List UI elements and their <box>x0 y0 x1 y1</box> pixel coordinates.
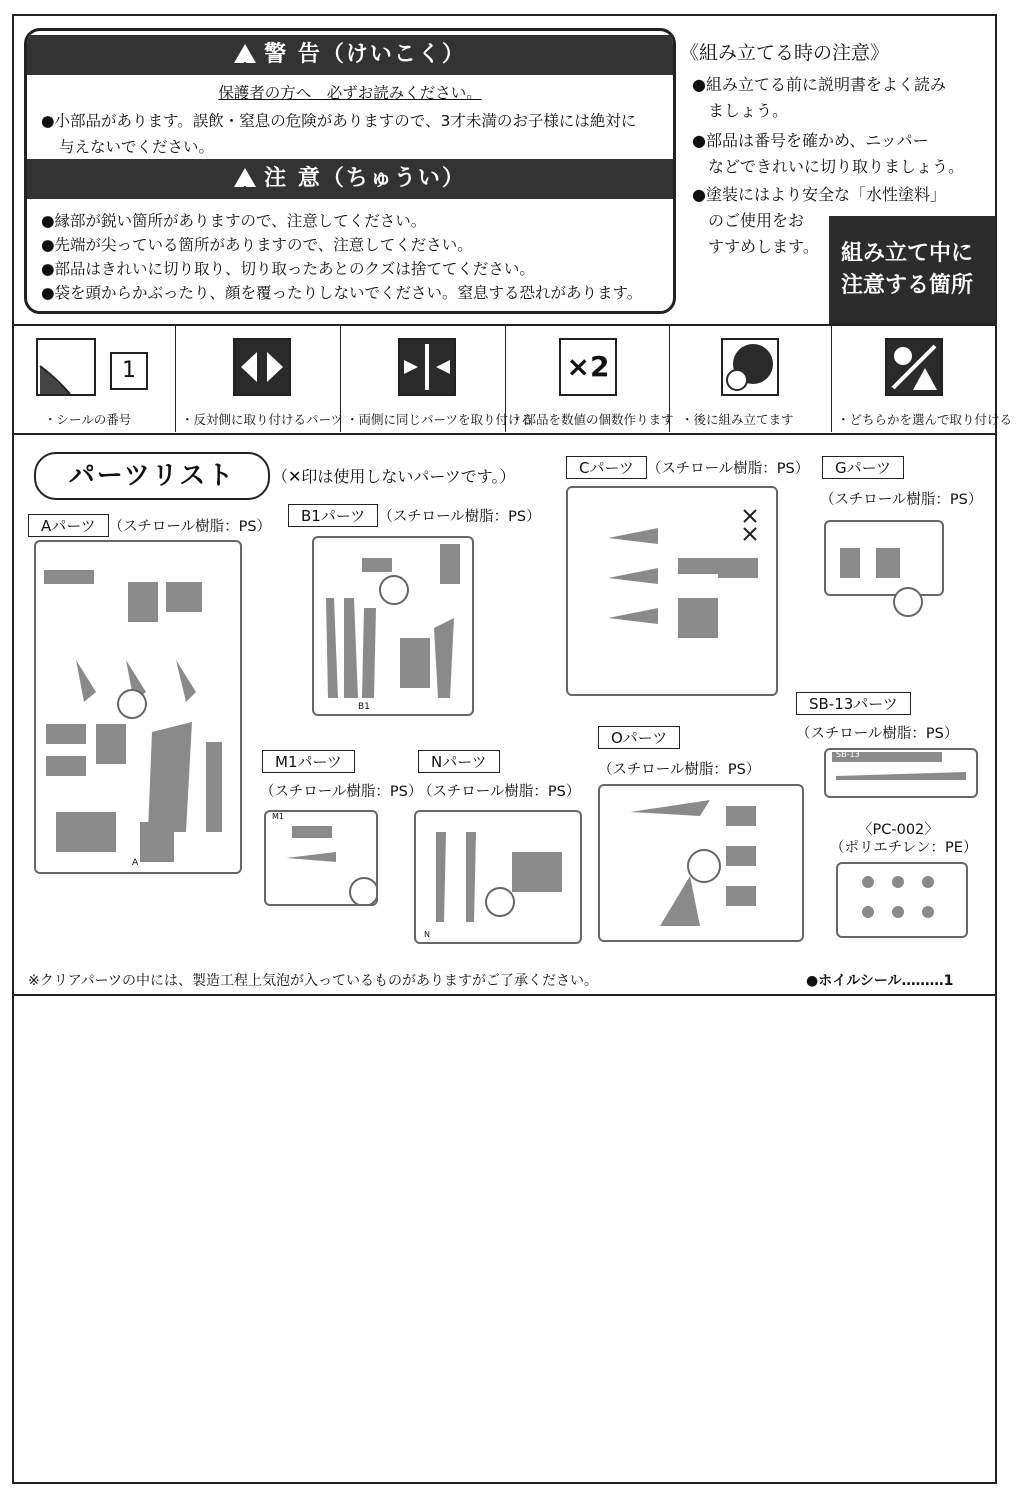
caution-triangle-icon <box>234 168 256 187</box>
runner-b1-drawing <box>314 538 472 714</box>
runner-c-sprue <box>566 486 778 696</box>
runner-o-material: （スチロール樹脂：PS） <box>598 762 761 778</box>
divider <box>175 326 176 432</box>
legend-quantity <box>507 328 674 432</box>
runner-n-drawing <box>416 812 580 942</box>
runner-c-label <box>566 456 809 479</box>
legend-choose-one <box>833 328 1013 432</box>
runner-name: Gパーツ <box>822 456 904 479</box>
caution-header <box>27 159 673 199</box>
runner-name: Oパーツ <box>598 726 680 749</box>
runner-pc002-material: （ポリエチレン：PE） <box>830 840 978 856</box>
opposite-side-icon <box>233 338 291 396</box>
legend-opposite-side <box>177 328 344 432</box>
runner-n-sprue <box>414 810 582 944</box>
tips-line: ましょう。 <box>692 101 789 120</box>
warning-title: 警 告（けいこく） <box>264 42 466 67</box>
divider <box>340 326 341 432</box>
seal-sticker-icon <box>36 338 96 396</box>
divider <box>12 994 997 996</box>
runner-material: （スチロール樹脂：PS） <box>108 519 272 535</box>
runner-a-sprue <box>34 540 242 874</box>
runner-name: B1パーツ <box>288 504 378 527</box>
runner-name: SB-13パーツ <box>796 692 911 715</box>
assemble-later-icon <box>721 338 779 396</box>
seal-number-box: 1 <box>110 352 148 390</box>
assembly-caution-box <box>829 216 995 324</box>
legend-caption: ・後に組み立てます <box>681 412 794 427</box>
caution-line: ●部品はきれいに切り取り、切り取ったあとのクズは捨ててください。 <box>41 260 535 278</box>
runner-name: Aパーツ <box>28 514 109 537</box>
tips-title: 《組み立てる時の注意》 <box>680 42 890 64</box>
clear-parts-note: ※クリアパーツの中には、製造工程上気泡が入っているものがありますがご了承ください。 <box>28 973 599 989</box>
runner-tag: SB-13 <box>836 750 860 759</box>
tips-line: ●組み立てる前に説明書をよく読み <box>692 75 946 94</box>
tips-line: すすめします。 <box>692 237 819 256</box>
tips-line: ●塗装にはより安全な「水性塗料」 <box>692 185 946 204</box>
runner-o-sprue <box>598 784 804 942</box>
runner-m1-label <box>262 750 355 773</box>
runner-pc002-label: 〈PC-002〉 <box>858 822 939 838</box>
runner-b1-sprue <box>312 536 474 716</box>
runner-o-drawing <box>600 786 802 940</box>
caution-line: ●袋を頭からかぶったり、顔を覆ったりしないでください。窒息する恐れがあります。 <box>41 284 643 302</box>
warning-header <box>27 35 673 75</box>
runner-m1-sprue <box>264 810 378 906</box>
runner-o-label <box>598 726 680 749</box>
guardian-notice: 保護者の方へ 必ずお読みください。 <box>218 84 482 102</box>
legend-caption: ・部品を数値の個数作ります <box>511 412 674 427</box>
runner-g-material: （スチロール樹脂：PS） <box>820 492 983 508</box>
runner-sb13-label <box>796 692 911 715</box>
divider <box>831 326 832 432</box>
caution-line: ●縁部が鋭い箇所がありますので、注意してください。 <box>41 212 427 230</box>
legend-seal-number <box>14 328 174 432</box>
parts-list-note: （✕印は使用しないパーツです。） <box>272 467 516 486</box>
runner-tag: A <box>132 858 139 868</box>
runner-sb13-material: （スチロール樹脂：PS） <box>796 726 959 742</box>
runner-n-label <box>418 750 500 773</box>
tips-line: ●部品は番号を確かめ、ニッパー <box>692 131 929 150</box>
runner-b1-label <box>288 504 541 527</box>
parts-list-title: パーツリスト <box>34 452 270 500</box>
runner-name: M1パーツ <box>262 750 355 773</box>
runner-name: Nパーツ <box>418 750 500 773</box>
legend-caption: ・反対側に取り付けるパーツ <box>181 412 344 427</box>
runner-name: Cパーツ <box>566 456 647 479</box>
runner-g-drawing <box>826 522 942 618</box>
caution-line: ●先端が尖っている箇所がありますので、注意してください。 <box>41 236 473 254</box>
legend-assemble-later <box>671 328 831 432</box>
warning-triangle-icon <box>234 44 256 63</box>
runner-n-material: （スチロール樹脂：PS） <box>418 784 581 800</box>
legend-caption: ・シールの番号 <box>44 412 132 427</box>
runner-c-drawing <box>568 488 776 694</box>
warning-line-1: ●小部品があります。誤飲・窒息の危険がありますので、3才未満のお子様には絶対に <box>41 112 637 130</box>
legend-caption: ・どちらかを選んで取り付ける <box>837 412 1013 427</box>
runner-a-label <box>28 514 271 537</box>
tips-line: などできれいに切り取りましょう。 <box>692 157 965 176</box>
runner-g-label <box>822 456 904 479</box>
quantity-icon: ×2 <box>559 338 617 396</box>
assembly-note-line-1: 組み立て中に <box>841 241 974 266</box>
runner-tag: M1 <box>272 812 284 821</box>
runner-tag: N <box>424 930 430 939</box>
warning-line-2: 与えないでください。 <box>59 138 215 156</box>
runner-pc002-drawing <box>838 864 966 936</box>
divider <box>12 433 997 435</box>
runner-material: （スチロール樹脂：PS） <box>378 509 541 525</box>
runner-m1-drawing <box>266 812 376 904</box>
divider <box>669 326 670 432</box>
both-sides-icon <box>398 338 456 396</box>
divider <box>505 326 506 432</box>
runner-m1-material: （スチロール樹脂：PS） <box>260 784 423 800</box>
warning-box <box>24 28 676 314</box>
caution-title: 注 意（ちゅうい） <box>264 166 466 191</box>
runner-sb13-sprue <box>824 748 978 798</box>
runner-g-sprue <box>824 520 944 596</box>
runner-a-drawing <box>36 542 240 872</box>
assembly-note-line-2: 注意する箇所 <box>841 273 974 298</box>
tips-line: のご使用をお <box>692 211 805 230</box>
legend-caption: ・両側に同じパーツを取り付ける <box>346 412 534 427</box>
choose-one-icon <box>885 338 943 396</box>
runner-tag: B1 <box>358 702 370 712</box>
legend-both-sides <box>342 328 534 432</box>
foil-seal-count: ●ホイルシール………1 <box>806 973 954 989</box>
runner-material: （スチロール樹脂：PS） <box>646 461 810 477</box>
runner-pc002-sprue <box>836 862 968 938</box>
